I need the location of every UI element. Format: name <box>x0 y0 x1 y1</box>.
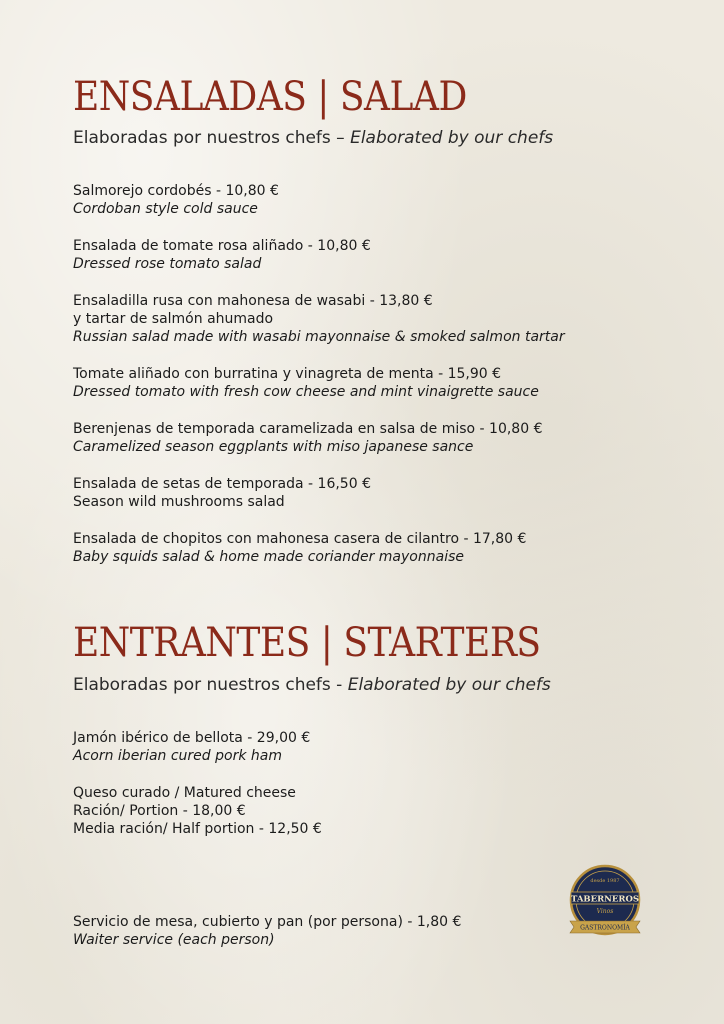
starters-section-title: ENTRANTES | STARTERS <box>73 620 541 666</box>
starters-list <box>73 729 673 838</box>
dish-name: Ensalada de chopitos con mahonesa casera de cilantro - 17,80 € <box>73 531 527 547</box>
logo-name: TABERNEROS <box>570 894 640 905</box>
half-portion-price: Media ración/ Half portion - 12,50 € <box>73 821 322 837</box>
service-name: Servicio de mesa, cubierto y pan (por persona) - 1,80 € <box>73 914 462 930</box>
dish-name-cont: y tartar de salmón ahumado <box>73 311 274 327</box>
dish-translation: Acorn iberian cured pork ham <box>73 748 282 764</box>
list-item <box>73 237 673 273</box>
subtitle-es: Elaboradas por nuestros chefs - <box>73 675 348 695</box>
dish-translation: Russian salad made with wasabi mayonnaise & smoked salmon tartar <box>73 329 565 345</box>
subtitle-en: Elaborated by our chefs <box>350 128 554 148</box>
dish-translation: Baby squids salad & home made coriander mayonnaise <box>73 549 464 565</box>
logo-middle-text: Vinos <box>596 908 614 915</box>
dish-translation: Caramelized season eggplants with miso japanese sance <box>73 439 474 455</box>
logo-ribbon-text: GASTRONOMÍA <box>580 924 630 932</box>
starters-section-subtitle <box>73 675 551 695</box>
dish-name: Ensalada de tomate rosa aliñado - 10,80 € <box>73 238 371 254</box>
salad-section-title: ENSALADAS | SALAD <box>73 74 467 120</box>
dish-name: Ensaladilla rusa con mahonesa de wasabi - 13,80 € <box>73 293 433 309</box>
list-item <box>73 292 673 346</box>
dish-name: Berenjenas de temporada caramelizada en salsa de miso - 10,80 € <box>73 421 543 437</box>
salad-section-subtitle <box>73 128 553 148</box>
dish-translation: Season wild mushrooms salad <box>73 494 285 510</box>
dish-translation: Dressed tomato with fresh cow cheese and mint vinaigrette sauce <box>73 384 539 400</box>
subtitle-es: Elaboradas por nuestros chefs – <box>73 128 351 148</box>
service-translation: Waiter service (each person) <box>73 932 275 948</box>
list-item <box>73 729 673 765</box>
logo-top-text: desde 1987 <box>590 878 620 884</box>
taberneros-logo <box>568 863 642 943</box>
dish-translation: Cordoban style cold sauce <box>73 201 258 217</box>
list-item <box>73 530 673 566</box>
dish-name: Queso curado / Matured cheese <box>73 785 296 801</box>
salad-list <box>73 182 673 566</box>
portion-price: Ración/ Portion - 18,00 € <box>73 803 246 819</box>
dish-name: Salmorejo cordobés - 10,80 € <box>73 183 279 199</box>
subtitle-en: Elaborated by our chefs <box>347 675 551 695</box>
list-item <box>73 784 673 838</box>
dish-translation: Dressed rose tomato salad <box>73 256 262 272</box>
list-item <box>73 420 673 456</box>
list-item <box>73 365 673 401</box>
dish-name: Ensalada de setas de temporada - 16,50 € <box>73 476 371 492</box>
list-item <box>73 475 673 511</box>
list-item <box>73 182 673 218</box>
dish-name: Jamón ibérico de bellota - 29,00 € <box>73 730 311 746</box>
dish-name: Tomate aliñado con burratina y vinagreta de menta - 15,90 € <box>73 366 502 382</box>
